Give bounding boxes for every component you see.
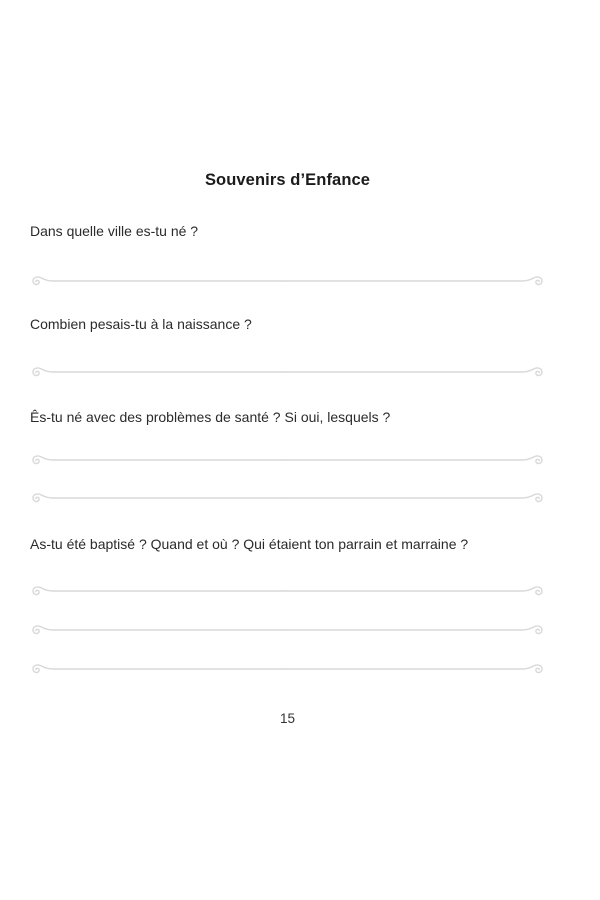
flourish-divider-icon <box>30 364 545 380</box>
flourish-divider-icon <box>30 661 545 677</box>
page-title: Souvenirs d’Enfance <box>204 171 371 189</box>
answer-line <box>30 490 545 506</box>
flourish-divider-icon <box>30 273 545 289</box>
answer-line <box>30 452 545 468</box>
answer-line <box>30 583 545 599</box>
answer-line <box>30 661 545 677</box>
flourish-divider-icon <box>30 452 545 468</box>
question-3-text: Ês-tu né avec des problèmes de santé ? Si oui, lesquels ? <box>30 409 391 425</box>
answer-line <box>30 364 545 380</box>
question-4-text: As-tu été baptisé ? Quand et où ? Qui étaient ton parrain et marraine ? <box>30 536 469 552</box>
flourish-divider-icon <box>30 490 545 506</box>
answer-line <box>30 273 545 289</box>
question-2-text: Combien pesais-tu à la naissance ? <box>30 316 252 332</box>
question-1-text: Dans quelle ville es-tu né ? <box>30 223 199 239</box>
flourish-divider-icon <box>30 622 545 638</box>
page-number: 15 <box>279 711 296 726</box>
flourish-divider-icon <box>30 583 545 599</box>
answer-line <box>30 622 545 638</box>
